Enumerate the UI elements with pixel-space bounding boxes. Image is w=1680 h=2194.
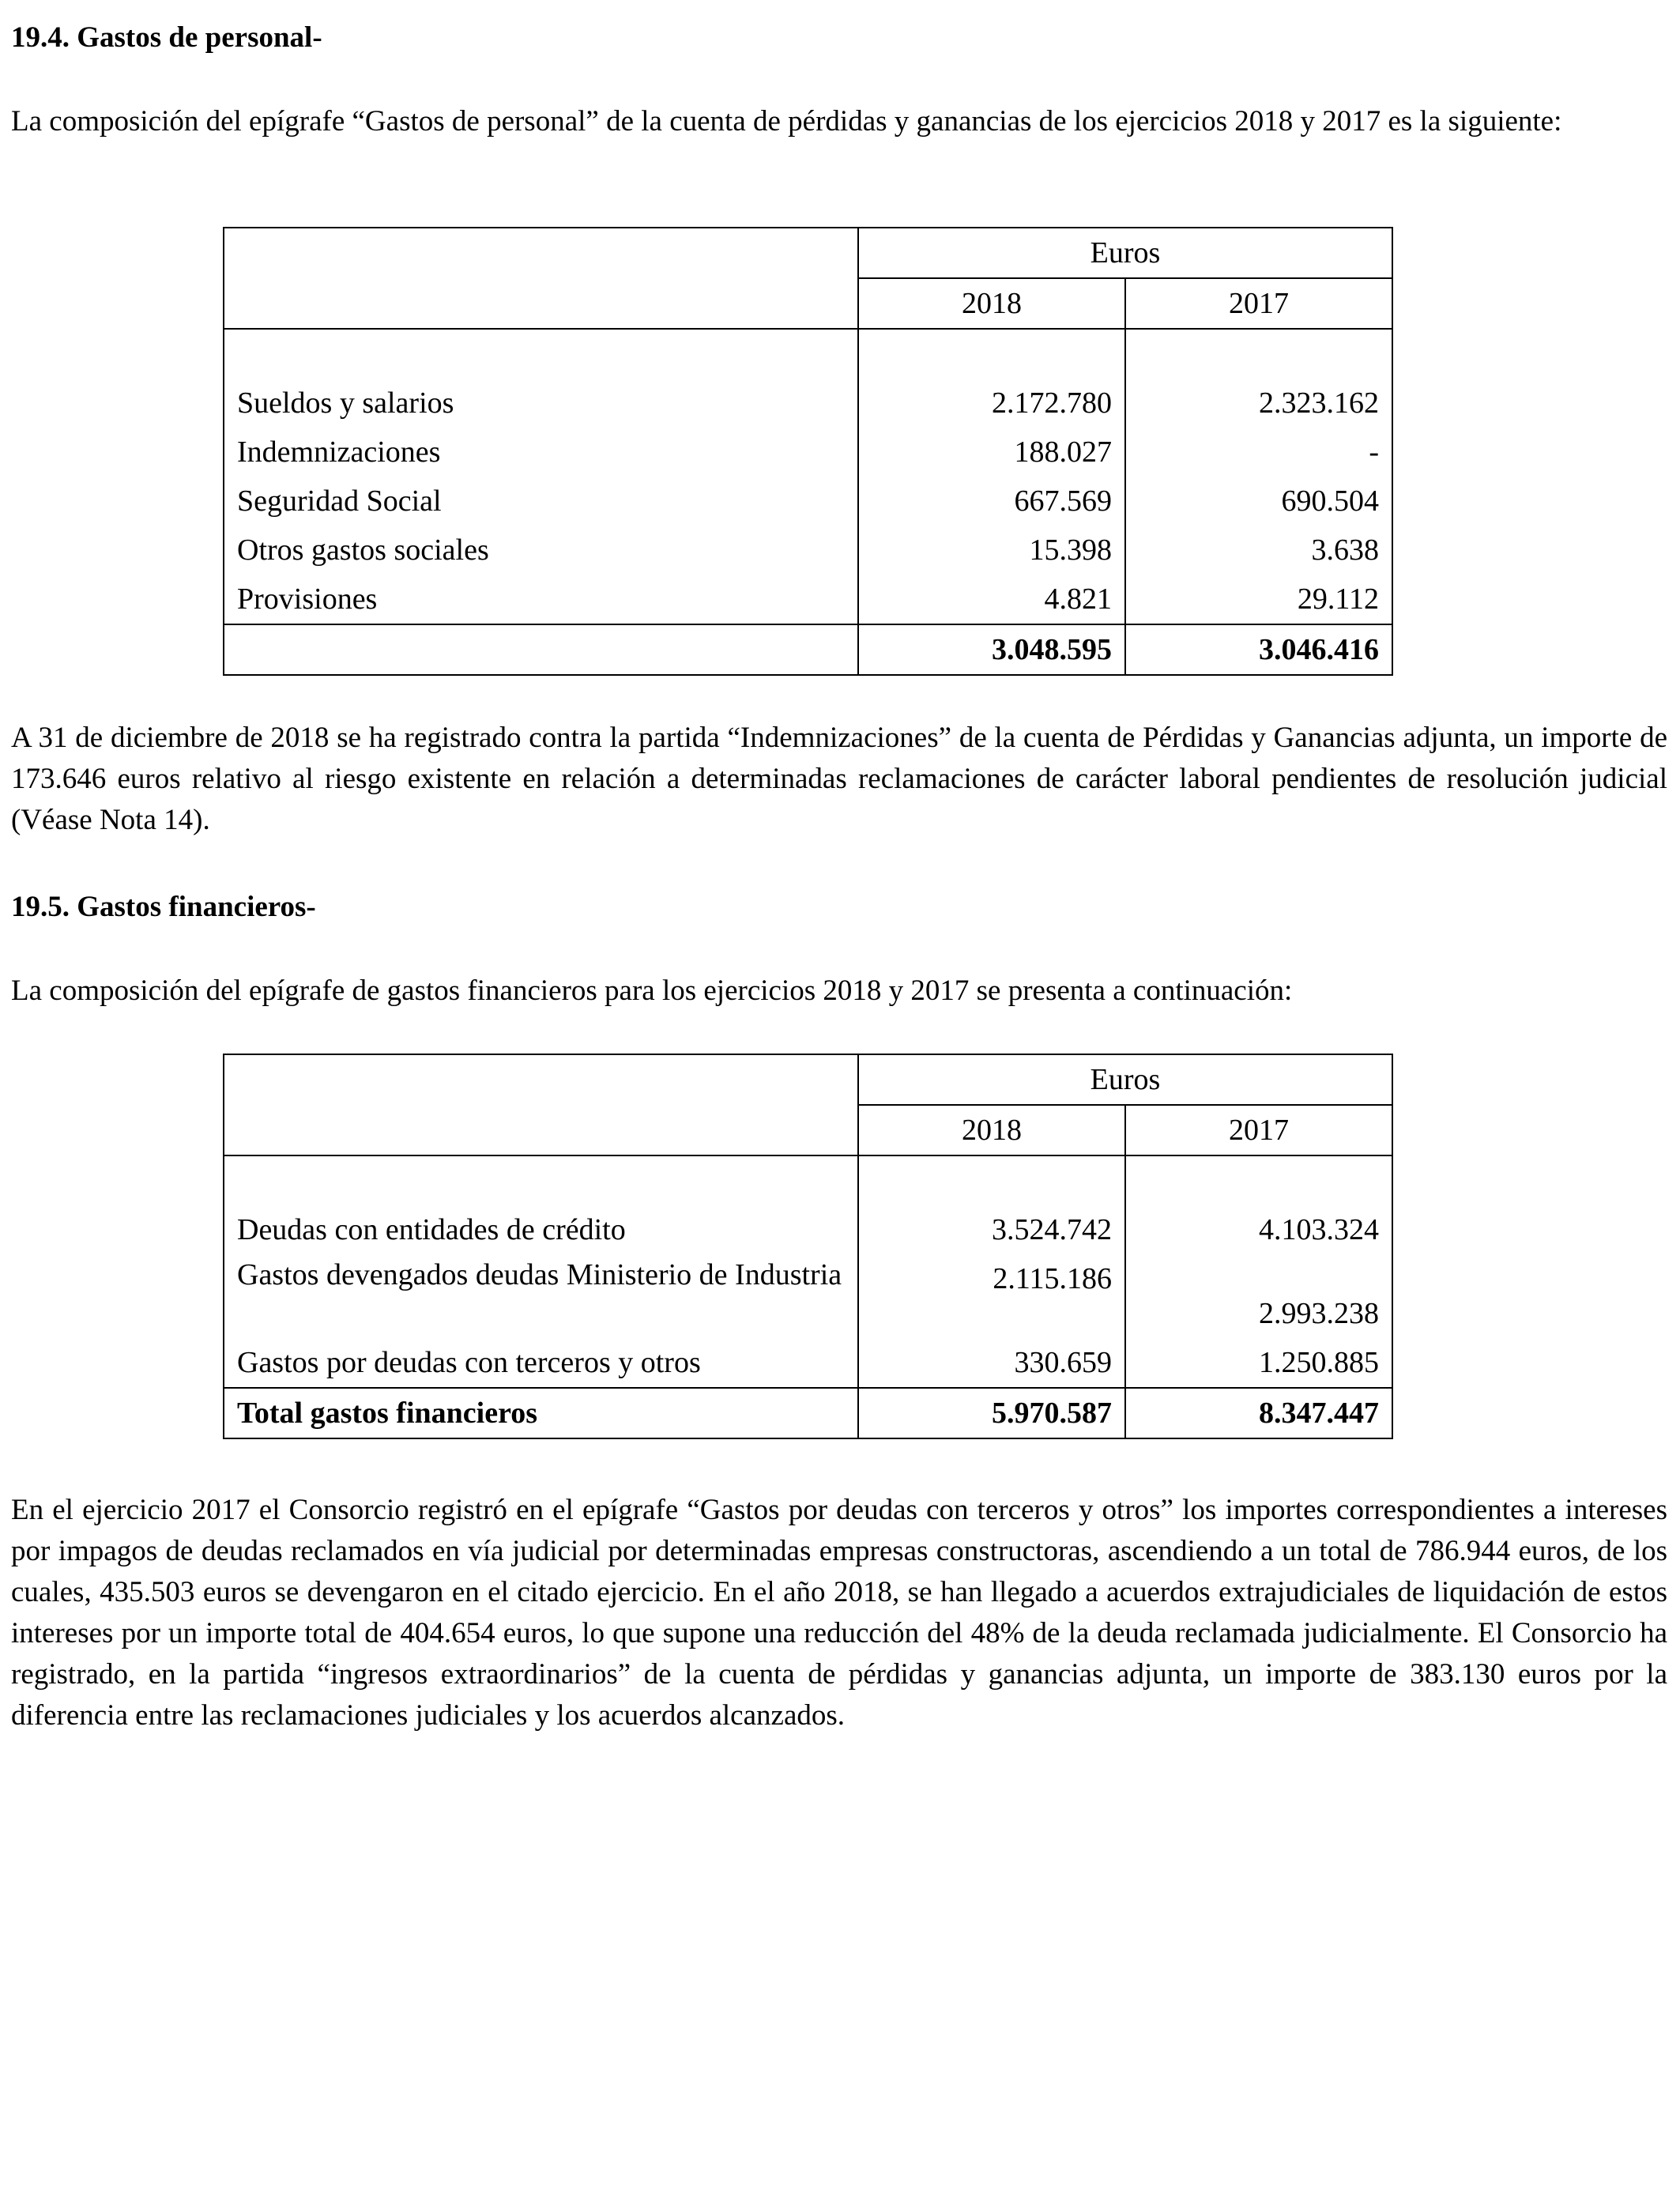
- table-values-2018: [858, 1155, 1125, 1388]
- row-label: Seguridad Social: [237, 484, 442, 518]
- row-label: Gastos por deudas con terceros y otros: [237, 1346, 701, 1379]
- table-values-2018: [858, 329, 1125, 624]
- total-label: Total gastos financieros: [224, 1388, 858, 1438]
- value-2018: 188.027: [1014, 435, 1112, 469]
- row-label: Deudas con entidades de crédito: [237, 1213, 626, 1246]
- table-header-year-2018: 2018: [858, 278, 1125, 329]
- total-2017: 3.046.416: [1125, 624, 1392, 675]
- note-indemnizaciones: A 31 de diciembre de 2018 se ha registrado contra la partida “Indemnizaciones” de la cuenta de Pérdidas y Ganancias adjunta, un importe de 173.646 euros relativo al riesgo existente en relación a determinadas reclamaciones de carácter laboral pendientes de resolución judicial (Véase Nota 14).: [11, 722, 1667, 836]
- table-header-year-2017: 2017: [1125, 1105, 1392, 1155]
- value-2017: 2.323.162: [1259, 386, 1379, 420]
- section-intro-gastos-financieros: La composición del epígrafe de gastos financieros para los ejercicios 2018 y 2017 se presenta a continuación:: [11, 974, 1293, 1007]
- value-2018: 15.398: [1029, 533, 1112, 567]
- row-label: Gastos devengados deudas Ministerio de Industria: [237, 1258, 842, 1291]
- table-header-currency: Euros: [858, 228, 1392, 278]
- table-header-currency: Euros: [858, 1054, 1392, 1105]
- total-2018: 5.970.587: [858, 1388, 1125, 1438]
- total-2018: 3.048.595: [858, 624, 1125, 675]
- row-label: Sueldos y salarios: [237, 386, 454, 420]
- table-header-blank: [224, 228, 858, 329]
- value-2018: 4.821: [1044, 582, 1112, 616]
- table-labels: [224, 1155, 858, 1388]
- row-label: Indemnizaciones: [237, 435, 441, 469]
- table-gastos-financieros: [223, 1054, 1393, 1439]
- row-label: Otros gastos sociales: [237, 533, 489, 567]
- value-2018: 667.569: [1014, 484, 1112, 518]
- table-labels: [224, 329, 858, 624]
- value-2017: 1.250.885: [1259, 1346, 1379, 1379]
- section-intro-gastos-personal: La composición del epígrafe “Gastos de personal” de la cuenta de pérdidas y ganancias de los ejercicios 2018 y 2017 es la siguiente:: [11, 105, 1562, 138]
- table-header-year-2017: 2017: [1125, 278, 1392, 329]
- table-header-year-2018: 2018: [858, 1105, 1125, 1155]
- value-2017: 29.112: [1297, 582, 1379, 616]
- table-header-blank: [224, 1054, 858, 1155]
- table-values-2017: [1125, 1155, 1392, 1388]
- table-values-2017: [1125, 329, 1392, 624]
- value-2018: 3.524.742: [992, 1213, 1112, 1246]
- section-heading-gastos-financieros: 19.5. Gastos financieros-: [11, 891, 316, 923]
- section-heading-gastos-personal: 19.4. Gastos de personal-: [11, 21, 322, 54]
- value-2017: 4.103.324: [1259, 1213, 1379, 1246]
- value-2018: 2.115.186: [993, 1262, 1112, 1295]
- value-2017: 3.638: [1311, 533, 1379, 567]
- value-2017: 2.993.238: [1259, 1297, 1379, 1330]
- value-2018: 330.659: [1014, 1346, 1112, 1379]
- value-2017: -: [1369, 435, 1379, 469]
- note-intereses-impagos: En el ejercicio 2017 el Consorcio registró en el epígrafe “Gastos por deudas con terceros y otros” los importes correspondientes a intereses por impagos de deudas reclamados en vía judicial por determinadas empresas constructoras, ascendiendo a un total de 786.944 euros, de los cuales, 435.503 euros se devengaron en el citado ejercicio. En el año 2018, se han llegado a acuerdos extrajudiciales de liquidación de estos intereses por un importe total de 404.654 euros, lo que supone una reducción del 48% de la deuda reclamada judicialmente. El Consorcio ha registrado, en la partida “ingresos extraordinarios” de la cuenta de pérdidas y ganancias adjunta, un importe de 383.130 euros por la diferencia entre las reclamaciones judiciales y los acuerdos alcanzados.: [11, 1494, 1667, 1732]
- table-gastos-personal: [223, 227, 1393, 676]
- total-label: [224, 624, 858, 675]
- value-2017: 690.504: [1281, 484, 1379, 518]
- row-label: Provisiones: [237, 582, 378, 616]
- value-2018: 2.172.780: [992, 386, 1112, 420]
- total-2017: 8.347.447: [1125, 1388, 1392, 1438]
